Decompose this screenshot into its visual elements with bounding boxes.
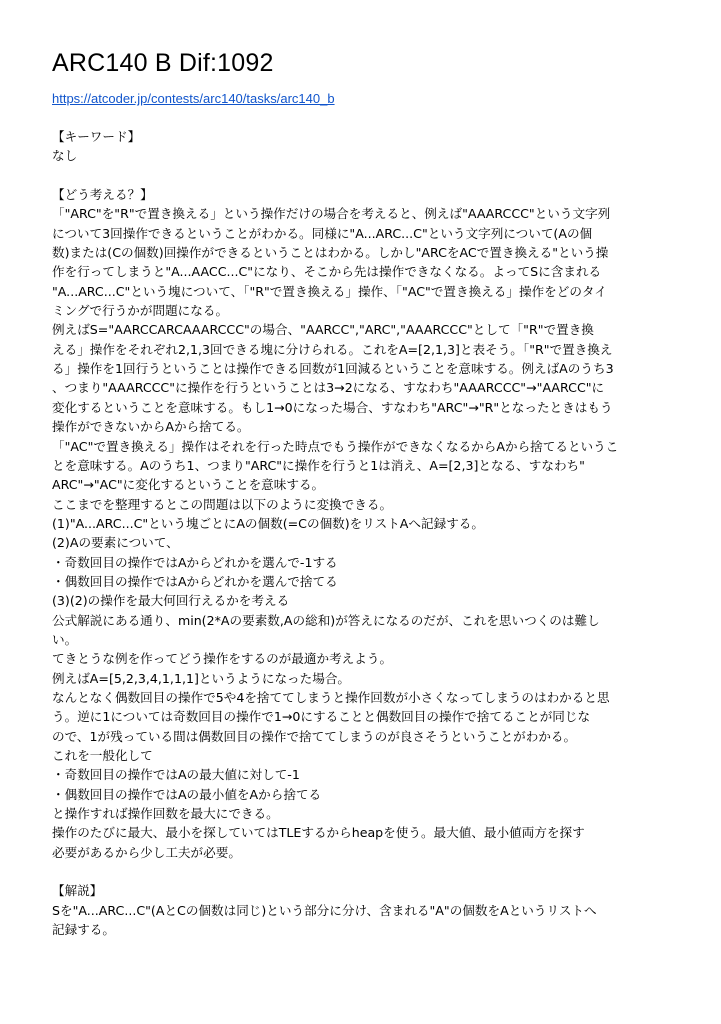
spacer [52, 108, 672, 127]
thinking-section [52, 185, 672, 862]
paragraph-line: 、つまり"AAARCCC"に操作を行うということは3→2になる、すなわち"AAARCCC"→"AARCC"に [52, 380, 605, 396]
paragraph-line: Sを"A...ARC...C"(AとCの個数は同じ)という部分に分け、含まれる"A"の個数をAというリストへ [52, 902, 597, 918]
paragraph-line: 「"ARC"を"R"で置き換える」という操作だけの場合を考えると、例えば"AAARCCC"という文字列 [52, 206, 611, 222]
bullet-item: ・奇数回目の操作ではAの最大値に対して-1 [52, 767, 300, 783]
bullet-item: ・奇数回目の操作ではAからどれかを選んで-1する [52, 554, 338, 570]
paragraph-line: なんとなく偶数回目の操作で5や4を捨ててしまうと操作回数が小さくなってしまうのはわかると思 [52, 689, 610, 705]
paragraph-line: 記録する。 [52, 922, 115, 938]
paragraph-line: る」操作を1回行うということは操作できる回数が1回減るということを意味する。例えばAのうち3 [52, 361, 614, 377]
spacer [52, 862, 672, 881]
thinking-heading: 【どう考える？】 [52, 187, 153, 203]
problem-link[interactable]: https://atcoder.jp/contests/arc140/tasks/arc140_b [52, 91, 335, 106]
paragraph-line: 必要があるから少し工夫が必要。 [52, 844, 241, 860]
bullet-item: ・偶数回目の操作ではAの最小値をAから捨てる [52, 786, 322, 802]
paragraph-line: 変化するということを意味する。もし1→0になった場合、すなわち"ARC"→"R"となったときはもう [52, 399, 613, 415]
paragraph-line: これを一般化して [52, 748, 153, 763]
paragraph-line: と操作すれば操作回数を最大にできる。 [52, 806, 279, 822]
paragraph-line: てきとうな例を作ってどう操作をするのが最適か考えよう。 [52, 651, 393, 667]
keyword-section [52, 127, 672, 166]
paragraph-line: 公式解説にある通り、min(2*Aの要素数,Aの総和)が答えになるのだが、これを思いつくのは難し [52, 612, 600, 628]
paragraph-line: 操作ができないからAから捨てる。 [52, 419, 250, 435]
paragraph-line: い。 [52, 631, 78, 647]
paragraph-line: について3回操作できるということがわかる。同様に"A...ARC...C"という文字列について(Aの個 [52, 225, 593, 241]
document-page [52, 44, 672, 939]
paragraph-line: 例えばA=[5,2,3,4,1,1,1]というようになった場合。 [52, 670, 351, 686]
list-item: (2)Aの要素について、 [52, 535, 179, 551]
paragraph-line: 操作のたびに最大、最小を探していてはTLEするからheapを使う。最大値、最小値両方を探す [52, 825, 585, 841]
paragraph-line: "A...ARC...C"という塊について、「"R"で置き換える」操作、「"AC"で置き換える」操作をどのタイ [52, 283, 607, 299]
paragraph-line: とを意味する。Aのうち1、つまり"ARC"に操作を行うと1は消え、A=[2,3]となる、すなわち" [52, 457, 585, 473]
paragraph-line: ので、1が残っている間は偶数回目の操作で捨ててしまうのが良さそうということがわかる。 [52, 728, 577, 744]
paragraph-line: 「"AC"で置き換える」操作はそれを行った時点でもう操作ができなくなるからAから捨てるというこ [52, 438, 619, 454]
paragraph-line: 例えばS="AARCCARCAAARCCC"の場合、"AARCC","ARC","AAARCCC"として「"R"で置き換 [52, 322, 594, 338]
spacer [52, 166, 672, 185]
explanation-section [52, 881, 672, 939]
explanation-heading: 【解説】 [52, 883, 103, 899]
paragraph-line: ここまでを整理するとこの問題は以下のように変換できる。 [52, 496, 393, 512]
document-title: ARC140 B Dif:1092 [52, 49, 274, 77]
paragraph-line: う。逆に1については奇数回目の操作で1→0にすることと偶数回目の操作で捨てることが同じな [52, 709, 591, 725]
keyword-heading: 【キーワード】 [52, 129, 141, 144]
keyword-text: なし [52, 148, 78, 164]
paragraph-line: 作を行ってしまうと"A...AACC...C"になり、そこから先は操作できなくなる。よってSに含まれる [52, 264, 602, 280]
list-item: (1)"A...ARC...C"という塊ごとにAの個数(=Cの個数)をリストAへ記録する。 [52, 515, 484, 531]
paragraph-line: ミングで行うかが問題になる。 [52, 303, 229, 319]
paragraph-line: える」操作をそれぞれ2,1,3回できる塊に分けられる。これをA=[2,1,3]と表そう。「"R"で置き換え [52, 341, 613, 357]
bullet-item: ・偶数回目の操作ではAからどれかを選んで捨てる [52, 573, 338, 589]
list-item: (3)(2)の操作を最大何回行えるかを考える [52, 593, 290, 609]
paragraph-line: 数)または(Cの個数)回操作ができるということはわかる。しかし"ARCをACで置き換える"という操 [52, 245, 609, 261]
paragraph-line: ARC"→"AC"に変化するということを意味する。 [52, 477, 325, 493]
